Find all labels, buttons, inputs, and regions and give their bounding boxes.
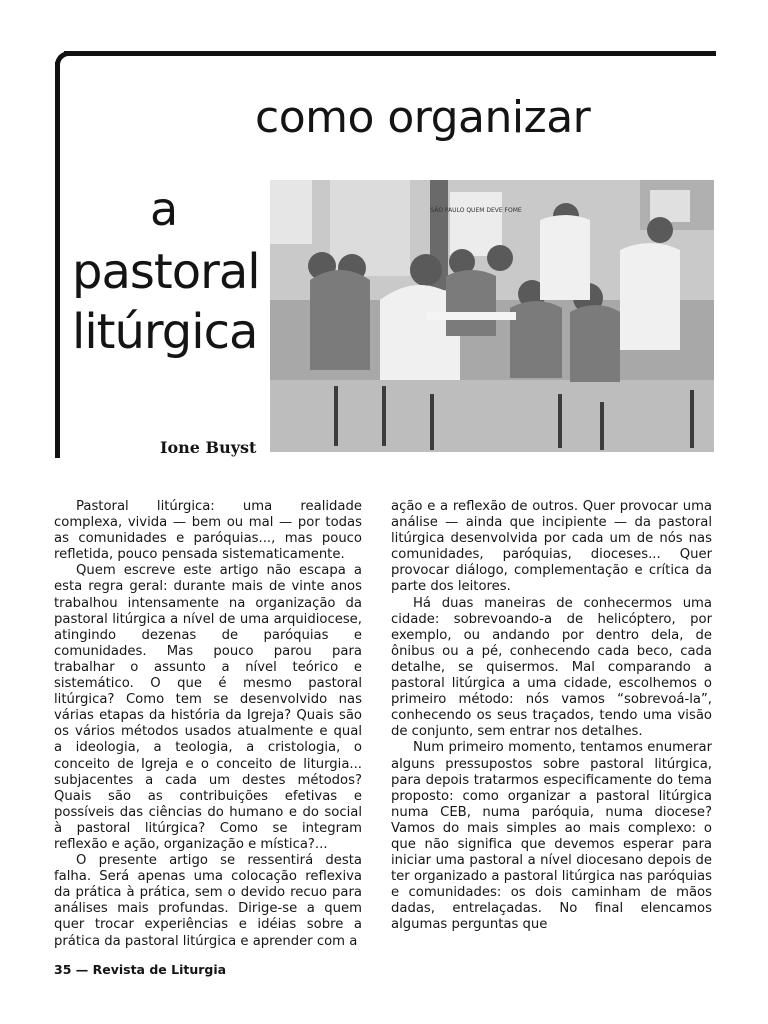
paragraph: Num primeiro momento, tentamos enumerar alguns pressupostos sobre pastoral litúrgica, para depois tratarmos especificamente do tema proposto: como organizar a pastoral litúrgica numa CEB, numa paróquia, numa diocese? Vamos do mais simples ao mais complexo: o que não significa que devemos esperar para iniciar uma pastoral a nível diocesano depois de ter organizado a pastoral litúrgica nas paróquias e comunidades: os dois caminham de mãos dadas, entrelaçadas. No final elencamos algumas perguntas que <box>391 740 712 933</box>
page-footer: 35 — Revista de Liturgia <box>54 962 227 977</box>
title-line-3: pastoral <box>72 244 260 300</box>
paragraph: O presente artigo se ressentirá desta falha. Será apenas uma colocação reflexiva da prática à prática, sem o devido recuo para análises mais profundas. Dirige-se a quem quer trocar experiências e idéias sobre a prática da pastoral litúrgica e aprender com a <box>54 853 362 949</box>
title-line-1: como organizar <box>255 92 591 143</box>
group-photo <box>270 180 714 452</box>
title-line-2: a <box>150 182 179 236</box>
paragraph: Pastoral litúrgica: uma realidade complexa, vivida — bem ou mal — por todas as comunidades e paróquias..., mas pouco refletida, pouco pensada sistematicamente. <box>54 499 362 563</box>
frame-left-rule <box>55 62 60 458</box>
paragraph-continuation: ação e a reflexão de outros. Quer provocar uma análise — ainda que incipiente — da pastoral litúrgica desenvolvida por cada um de nós nas comunidades, paróquias, dioceses... Quer provocar diálogo, complementação e crítica da parte dos leitores. <box>391 499 712 595</box>
frame-top-rule <box>64 51 716 56</box>
body-column-left <box>54 499 362 950</box>
paragraph: Há duas maneiras de conhecermos uma cidade: sobrevoando-a de helicóptero, por exemplo, ou andando por dentro dela, de ônibus ou a pé, conhecendo cada beco, cada detalhe, se quisermos. Mal comparando a pastoral litúrgica a uma cidade, escolhemos o primeiro método: nós vamos “sobrevoá-la”, conhecendo os seus traçados, tendo uma visão de conjunto, sem entrar nos detalhes. <box>391 595 712 740</box>
frame-corner <box>55 51 75 71</box>
body-column-right <box>391 499 712 934</box>
author-name: Ione Buyst <box>160 438 257 457</box>
paragraph: Quem escreve este artigo não escapa a esta regra geral: durante mais de vinte anos trabalhou intensamente na organização da pastoral litúrgica a nível de uma arquidiocese, atingindo dezenas de paróquias e comunidades. Mas pouco parou para trabalhar o assunto a nível teórico e sistemático. O que é mesmo pastoral litúrgica? Como tem se desenvolvido nas várias etapas da história da Igreja? Quais são os vários métodos usados atualmente e qual a ideologia, a teologia, a cristologia, o conceito de Igreja e o conceito de liturgia... subjacentes a cada um destes métodos? Quais são as contribuições efetivas e possíveis das ciências do humano e do social à pastoral litúrgica? Como se integram reflexão e ação, organização e mística?... <box>54 563 362 852</box>
title-line-4: litúrgica <box>72 304 258 360</box>
poster-text: SÃO PAULO QUEM DEVE FOME <box>430 207 522 214</box>
